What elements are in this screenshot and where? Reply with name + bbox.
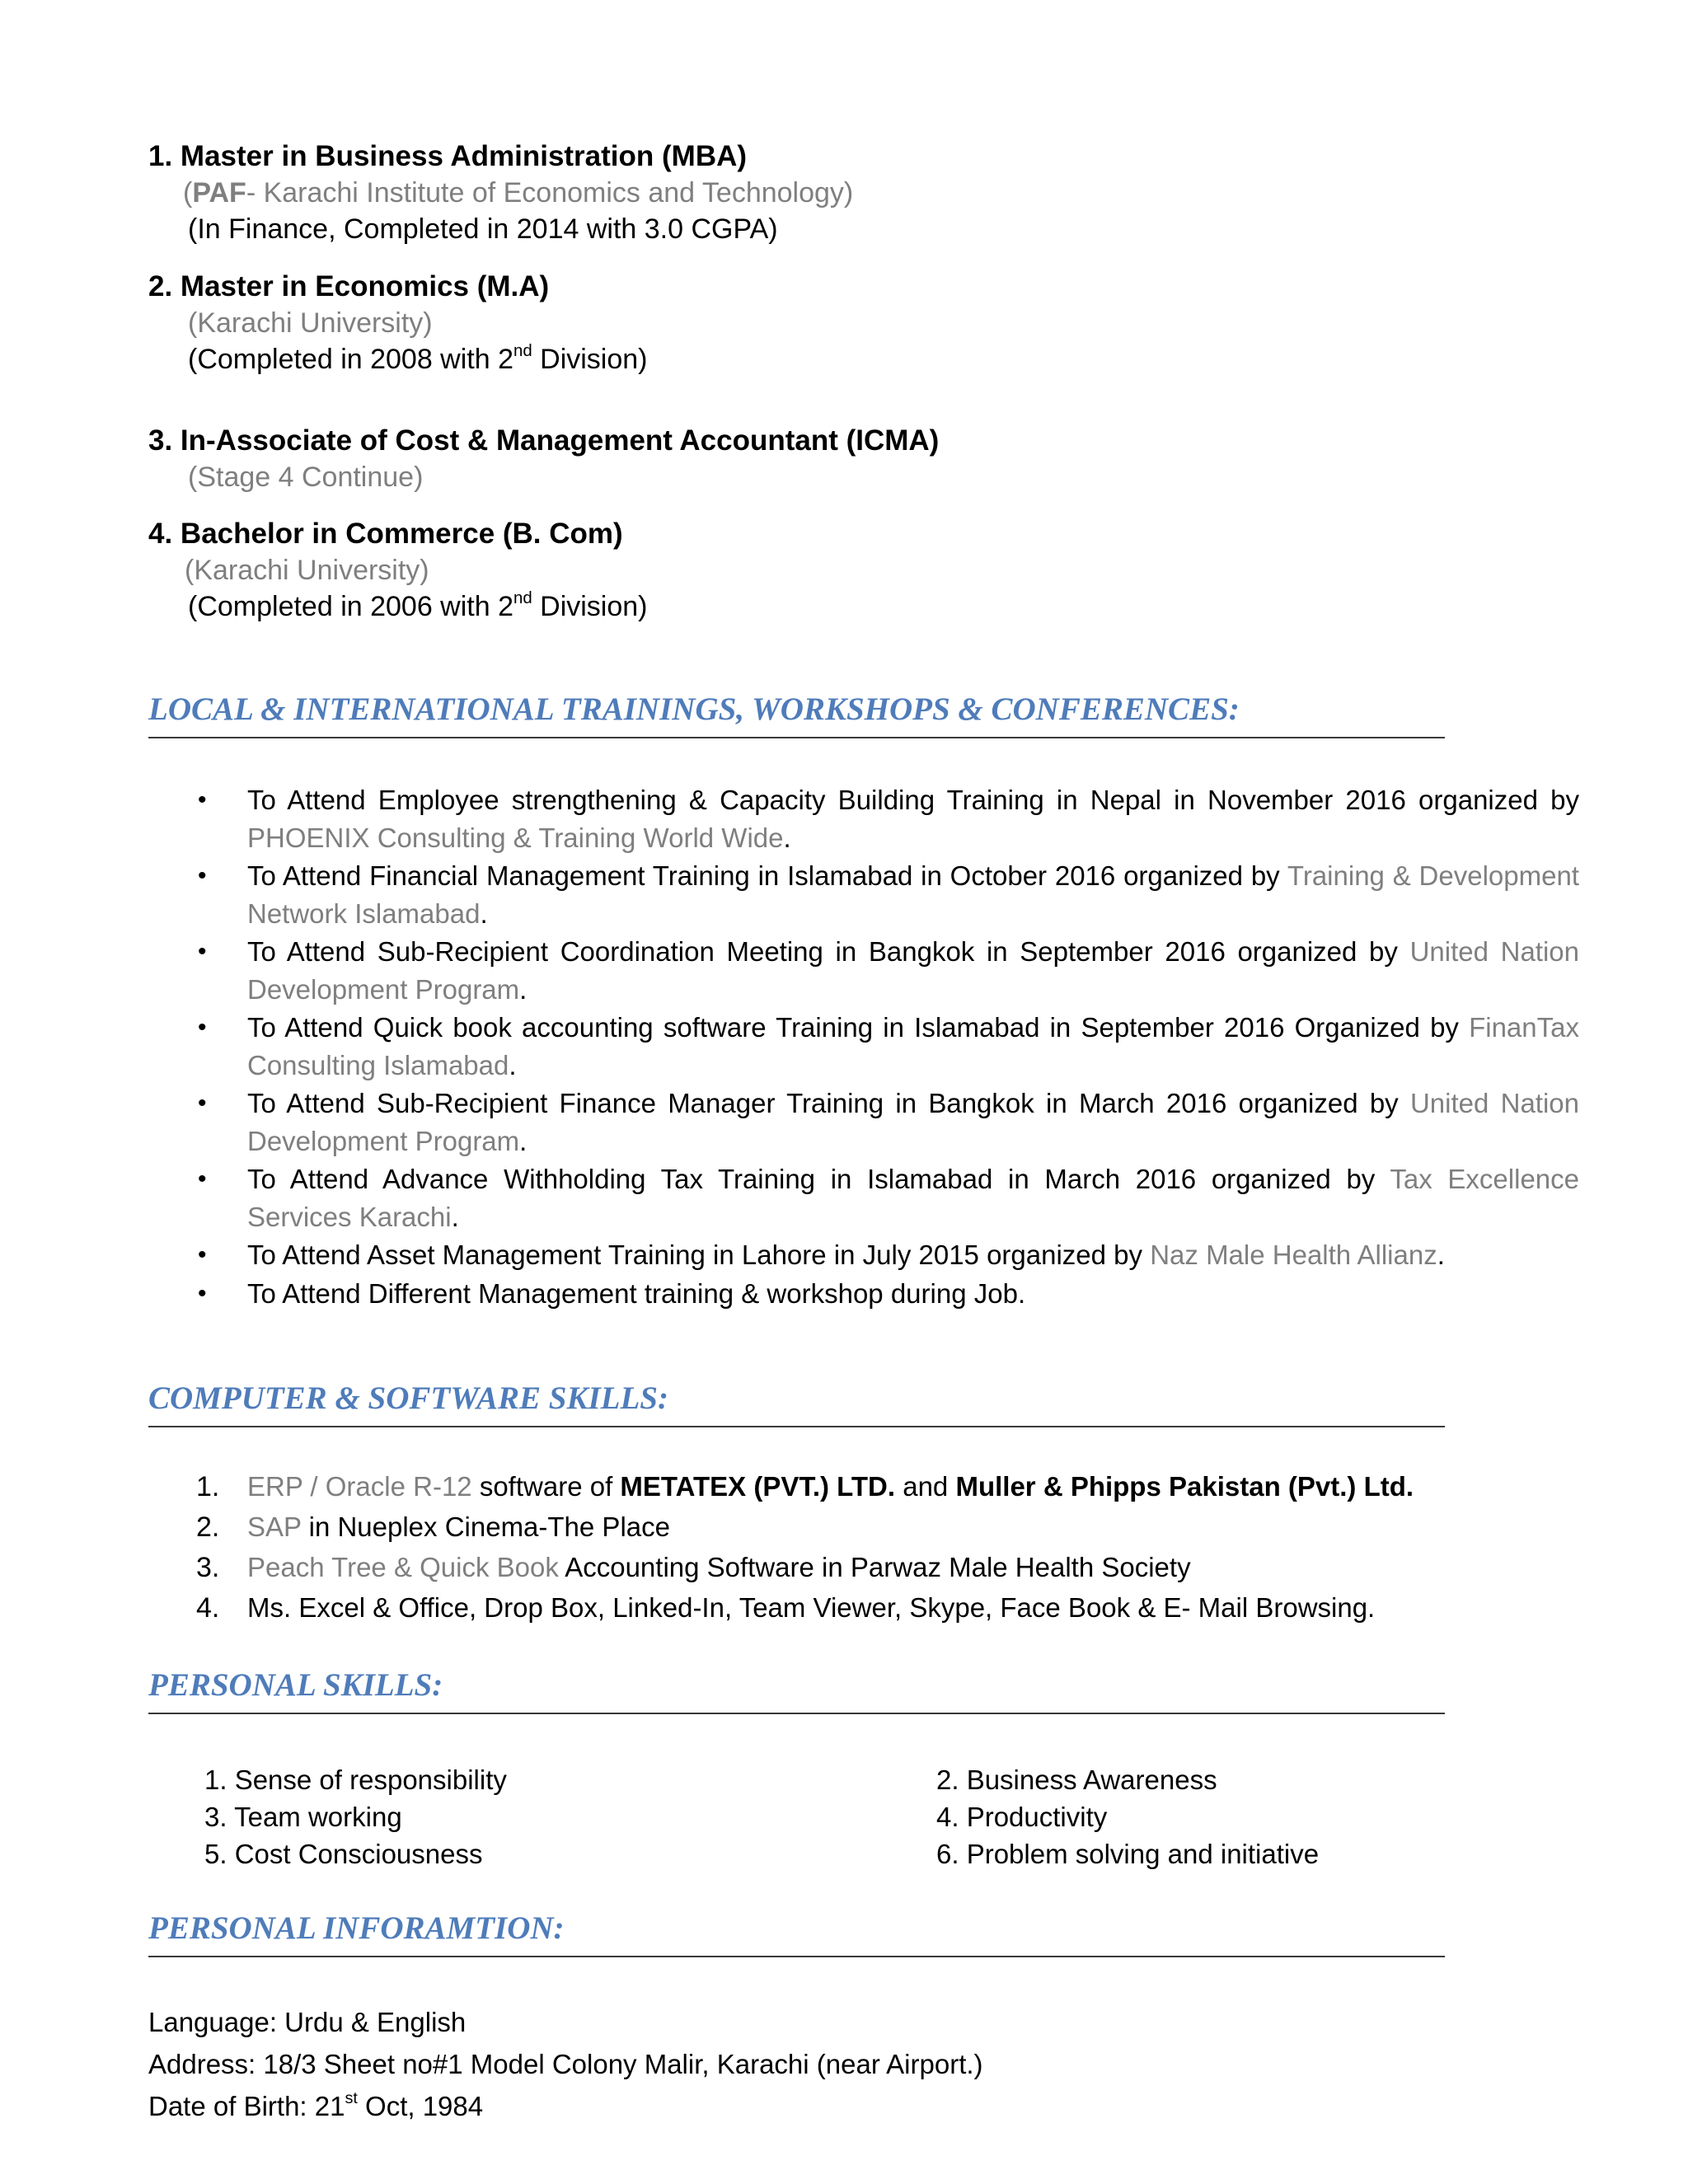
education-detail: (Completed in 2006 with 2nd Division) [188,588,648,622]
education-institute: (Stage 4 Continue) [188,462,424,493]
education-title: 3. In-Associate of Cost & Management Accountant (ICMA) [148,424,940,457]
bullet-icon: • [198,1280,207,1307]
computer-skill-item: 1. ERP / Oracle R-12 software of METATEX (PVT.) LTD. and Muller & Phipps Pakistan (Pvt.) Ltd. [196,1471,1414,1502]
education-item-mba [148,138,854,247]
section-heading-personal-info: PERSONAL INFORAMTION: [148,1910,1445,1957]
training-item: • To Attend Different Management training & workshop during Job. [247,1275,1579,1313]
training-item: • To Attend Advance Withholding Tax Training in Islamabad in March 2016 organized by Tax Excellence Services Karachi. [247,1160,1579,1236]
computer-skill-item: 3. Peach Tree & Quick Book Accounting Software in Parwaz Male Health Society [196,1552,1191,1583]
bullet-icon: • [198,1014,207,1041]
bullet-icon: • [198,1241,207,1268]
section-heading-personal-skills: PERSONAL SKILLS: [148,1666,1445,1714]
section-heading-computer-skills: COMPUTER & SOFTWARE SKILLS: [148,1380,1445,1427]
personal-skill-item: 6. Problem solving and initiative [936,1839,1320,1869]
training-item: • To Attend Asset Management Training in Lahore in July 2015 organized by Naz Male Health Allianz. [247,1236,1579,1274]
training-item: • To Attend Quick book accounting software Training in Islamabad in September 2016 Organized by FinanTax Consulting Islamabad. [247,1009,1579,1085]
info-address: Address: 18/3 Sheet no#1 Model Colony Malir, Karachi (near Airport.) [148,2049,983,2079]
education-item-bcom [148,516,648,625]
education-item-ma [148,269,648,377]
bullet-icon: • [198,786,207,813]
training-item: • To Attend Financial Management Training in Islamabad in October 2016 organized by Training & Development Network Islamabad. [247,857,1579,933]
education-detail: (In Finance, Completed in 2014 with 3.0 CGPA) [188,213,778,245]
computer-skill-item: 2. SAP in Nueplex Cinema-The Place [196,1511,670,1543]
education-title: 2. Master in Economics (M.A) [148,270,550,302]
education-institute: (Karachi University) [188,307,433,339]
education-institute: (Karachi University) [185,555,429,586]
education-title: 1. Master in Business Administration (MBA) [148,140,748,172]
personal-skill-item: 3. Team working [204,1802,402,1832]
personal-skill-item: 1. Sense of responsibility [204,1765,507,1795]
education-institute: (PAF- Karachi Institute of Economics and Technology) [183,177,854,209]
bullet-icon: • [198,1090,207,1117]
bullet-icon: • [198,938,207,965]
education-title: 4. Bachelor in Commerce (B. Com) [148,518,623,550]
section-heading-trainings: LOCAL & INTERNATIONAL TRAININGS, WORKSHOPS & CONFERENCES: [148,691,1445,738]
education-detail: (Completed in 2008 with 2nd Division) [188,341,648,375]
education-item-icma [148,423,939,495]
personal-skill-item: 5. Cost Consciousness [204,1839,483,1869]
info-date-of-birth: Date of Birth: 21st Oct, 1984 [148,2089,484,2121]
training-item: • To Attend Employee strengthening & Capacity Building Training in Nepal in November 2016 organized by PHOENIX Consulting & Training World Wide. [247,781,1579,857]
computer-skill-item: 4. Ms. Excel & Office, Drop Box, Linked-In, Team Viewer, Skype, Face Book & E- Mail Browsing. [196,1592,1376,1624]
personal-skill-item: 2. Business Awareness [936,1765,1217,1795]
personal-skill-item: 4. Productivity [936,1802,1108,1832]
bullet-icon: • [198,1165,207,1193]
bullet-icon: • [198,862,207,889]
training-item: • To Attend Sub-Recipient Finance Manager Training in Bangkok in March 2016 organized by United Nation Development Program. [247,1085,1579,1160]
training-item: • To Attend Sub-Recipient Coordination Meeting in Bangkok in September 2016 organized by United Nation Development Program. [247,933,1579,1009]
info-language: Language: Urdu & English [148,2007,467,2037]
